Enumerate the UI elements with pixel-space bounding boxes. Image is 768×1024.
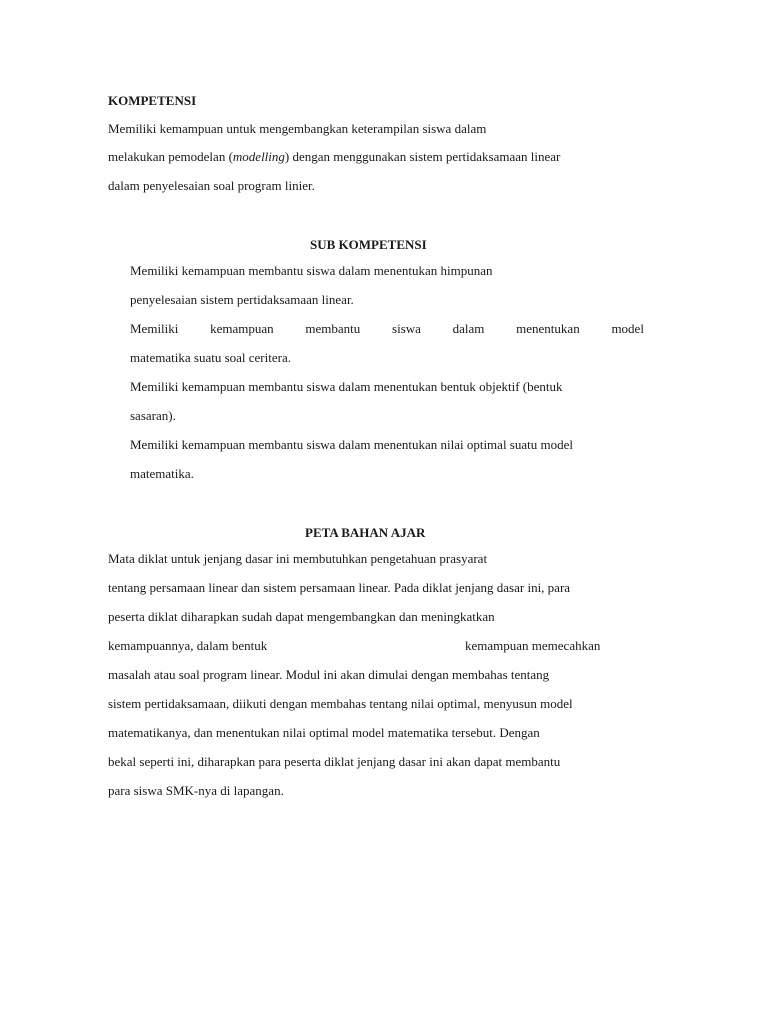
peta-line-4-right: kemampuan memecahkan bbox=[465, 638, 601, 653]
sub-kompetensi-item-2-line-1 bbox=[130, 321, 644, 337]
kompetensi-line-2-before: melakukan pemodelan ( bbox=[108, 149, 233, 164]
word: siswa bbox=[392, 321, 421, 336]
peta-bahan-ajar-heading: PETA BAHAN AJAR bbox=[305, 525, 426, 540]
kompetensi-heading: KOMPETENSI bbox=[108, 93, 197, 108]
modelling-term: modelling bbox=[232, 149, 285, 164]
peta-line-5: masalah atau soal program linear. Modul ini akan dimulai dengan membahas tentang bbox=[108, 667, 550, 682]
peta-line-2: tentang persamaan linear dan sistem persamaan linear. Pada diklat jenjang dasar ini, para bbox=[108, 580, 571, 595]
sub-kompetensi-item-2-line-2: matematika suatu soal ceritera. bbox=[130, 350, 291, 365]
kompetensi-line-3: dalam penyelesaian soal program linier. bbox=[108, 178, 315, 193]
peta-line-7: matematikanya, dan menentukan nilai optimal model matematika tersebut. Dengan bbox=[108, 725, 540, 740]
sub-kompetensi-item-4-line-2: matematika. bbox=[130, 466, 194, 481]
peta-line-1: Mata diklat untuk jenjang dasar ini membutuhkan pengetahuan prasyarat bbox=[108, 551, 488, 566]
peta-line-8: bekal seperti ini, diharapkan para peserta diklat jenjang dasar ini akan dapat membantu bbox=[108, 754, 561, 769]
peta-line-3: peserta diklat diharapkan sudah dapat mengembangkan dan meningkatkan bbox=[108, 609, 495, 624]
sub-kompetensi-heading: SUB KOMPETENSI bbox=[310, 237, 427, 252]
sub-kompetensi-item-3-line-2: sasaran). bbox=[130, 408, 176, 423]
word: membantu bbox=[305, 321, 361, 336]
word: kemampuan bbox=[210, 321, 274, 336]
kompetensi-line-1: Memiliki kemampuan untuk mengembangkan keterampilan siswa dalam bbox=[108, 121, 487, 136]
kompetensi-line-2-after: ) dengan menggunakan sistem pertidaksamaan linear bbox=[284, 149, 561, 164]
sub-kompetensi-item-4-line-1: Memiliki kemampuan membantu siswa dalam menentukan nilai optimal suatu model bbox=[130, 437, 573, 452]
word: Memiliki bbox=[130, 321, 179, 336]
sub-kompetensi-item-3-line-1: Memiliki kemampuan membantu siswa dalam menentukan bentuk objektif (bentuk bbox=[130, 379, 563, 394]
sub-kompetensi-item-1-line-2: penyelesaian sistem pertidaksamaan linear. bbox=[130, 292, 354, 307]
word: model bbox=[611, 321, 644, 336]
kompetensi-line-2 bbox=[108, 149, 560, 165]
peta-line-6: sistem pertidaksamaan, diikuti dengan membahas tentang nilai optimal, menyusun model bbox=[108, 696, 573, 711]
sub-kompetensi-item-1-line-1: Memiliki kemampuan membantu siswa dalam menentukan himpunan bbox=[130, 263, 493, 278]
peta-line-4-left: kemampuannya, dalam bentuk bbox=[108, 638, 268, 653]
word: dalam bbox=[452, 321, 485, 336]
peta-line-9: para siswa SMK-nya di lapangan. bbox=[108, 783, 284, 798]
word: menentukan bbox=[516, 321, 580, 336]
